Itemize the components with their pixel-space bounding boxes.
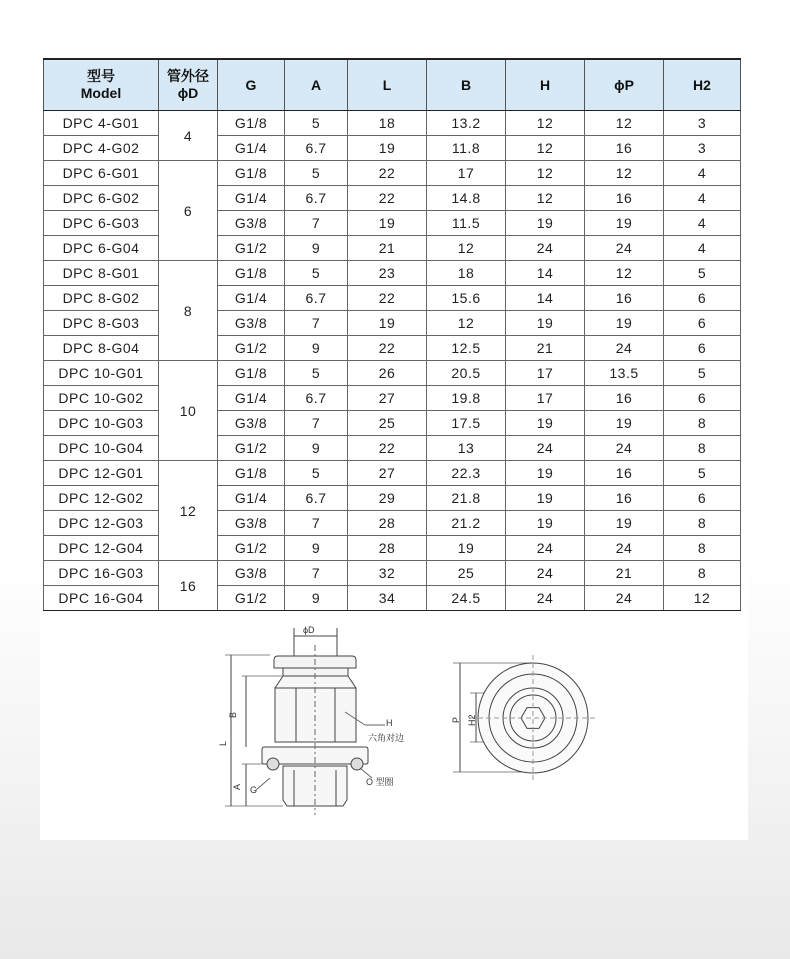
cell-b: 11.5 [427, 211, 506, 236]
cell-a: 5 [285, 361, 348, 386]
cell-l: 22 [348, 336, 427, 361]
cell-a: 9 [285, 536, 348, 561]
cell-p: 24 [585, 436, 664, 461]
header-model-cn: 型号 [87, 68, 115, 84]
cell-h2: 3 [664, 136, 741, 161]
cell-g: G1/2 [218, 336, 285, 361]
cell-h: 21 [506, 336, 585, 361]
cell-model: DPC 6-G03 [44, 211, 159, 236]
cell-l: 27 [348, 386, 427, 411]
cell-od: 10 [159, 361, 218, 461]
cell-a: 7 [285, 511, 348, 536]
cell-l: 29 [348, 486, 427, 511]
cell-b: 21.8 [427, 486, 506, 511]
cell-b: 20.5 [427, 361, 506, 386]
cell-p: 24 [585, 336, 664, 361]
header-a: A [285, 59, 348, 111]
cell-h2: 4 [664, 161, 741, 186]
cell-l: 19 [348, 311, 427, 336]
cell-a: 7 [285, 311, 348, 336]
cell-g: G1/2 [218, 236, 285, 261]
cell-p: 24 [585, 236, 664, 261]
cell-g: G1/4 [218, 386, 285, 411]
cell-model: DPC 10-G02 [44, 386, 159, 411]
cell-model: DPC 6-G01 [44, 161, 159, 186]
cell-p: 16 [585, 386, 664, 411]
side-view [225, 628, 385, 815]
cell-od: 4 [159, 111, 218, 161]
cell-g: G3/8 [218, 411, 285, 436]
cell-g: G3/8 [218, 311, 285, 336]
cell-g: G1/8 [218, 111, 285, 136]
cell-h: 19 [506, 461, 585, 486]
cell-h2: 6 [664, 486, 741, 511]
cell-b: 13 [427, 436, 506, 461]
cell-p: 16 [585, 286, 664, 311]
cell-model: DPC 6-G04 [44, 236, 159, 261]
cell-l: 18 [348, 111, 427, 136]
cell-g: G1/2 [218, 536, 285, 561]
cell-h2: 8 [664, 511, 741, 536]
label-l: L [218, 740, 228, 746]
cell-h2: 4 [664, 236, 741, 261]
cell-a: 5 [285, 111, 348, 136]
cell-g: G1/8 [218, 161, 285, 186]
cell-p: 24 [585, 586, 664, 611]
cell-b: 19 [427, 536, 506, 561]
cell-l: 26 [348, 361, 427, 386]
header-l: L [348, 59, 427, 111]
cell-a: 7 [285, 211, 348, 236]
cell-h: 12 [506, 136, 585, 161]
header-model-en: Model [80, 85, 122, 101]
cell-b: 13.2 [427, 111, 506, 136]
cell-p: 12 [585, 111, 664, 136]
cell-a: 9 [285, 436, 348, 461]
cell-model: DPC 8-G04 [44, 336, 159, 361]
cell-h2: 5 [664, 261, 741, 286]
cell-g: G1/8 [218, 461, 285, 486]
cell-a: 9 [285, 336, 348, 361]
cell-p: 19 [585, 311, 664, 336]
cell-g: G1/4 [218, 186, 285, 211]
cell-g: G1/2 [218, 586, 285, 611]
cell-model: DPC 6-G02 [44, 186, 159, 211]
cell-a: 5 [285, 461, 348, 486]
cell-a: 9 [285, 586, 348, 611]
cell-g: G3/8 [218, 511, 285, 536]
cell-h2: 8 [664, 411, 741, 436]
oring-left [267, 758, 279, 770]
cell-h: 12 [506, 111, 585, 136]
cell-p: 19 [585, 211, 664, 236]
cell-model: DPC 10-G04 [44, 436, 159, 461]
cell-g: G1/8 [218, 261, 285, 286]
cell-h: 17 [506, 386, 585, 411]
header-od-en: ϕD [177, 85, 199, 101]
cell-a: 6.7 [285, 386, 348, 411]
header-h: H [506, 59, 585, 111]
cell-od: 12 [159, 461, 218, 561]
cell-p: 19 [585, 411, 664, 436]
label-g: G [250, 785, 258, 795]
cell-model: DPC 8-G01 [44, 261, 159, 286]
cell-h: 17 [506, 361, 585, 386]
cell-h: 19 [506, 211, 585, 236]
cell-h2: 8 [664, 536, 741, 561]
cell-a: 9 [285, 236, 348, 261]
cell-a: 6.7 [285, 486, 348, 511]
cell-b: 11.8 [427, 136, 506, 161]
cell-l: 22 [348, 436, 427, 461]
cell-p: 16 [585, 136, 664, 161]
cell-a: 5 [285, 261, 348, 286]
cell-h2: 6 [664, 311, 741, 336]
cell-h: 12 [506, 161, 585, 186]
cell-model: DPC 16-G04 [44, 586, 159, 611]
cell-model: DPC 12-G03 [44, 511, 159, 536]
cell-g: G1/2 [218, 436, 285, 461]
cell-h2: 8 [664, 436, 741, 461]
cell-b: 12 [427, 311, 506, 336]
cell-a: 6.7 [285, 286, 348, 311]
cell-l: 28 [348, 511, 427, 536]
cell-a: 6.7 [285, 186, 348, 211]
cell-model: DPC 10-G03 [44, 411, 159, 436]
cell-a: 5 [285, 161, 348, 186]
cell-h: 14 [506, 286, 585, 311]
cell-p: 16 [585, 186, 664, 211]
cell-model: DPC 16-G03 [44, 561, 159, 586]
header-b: B [427, 59, 506, 111]
cell-a: 6.7 [285, 136, 348, 161]
cell-p: 24 [585, 536, 664, 561]
cell-b: 12 [427, 236, 506, 261]
cell-od: 6 [159, 161, 218, 261]
cell-h2: 3 [664, 111, 741, 136]
cell-h2: 8 [664, 561, 741, 586]
cell-h2: 4 [664, 211, 741, 236]
cell-h: 24 [506, 536, 585, 561]
cell-b: 17 [427, 161, 506, 186]
cell-p: 21 [585, 561, 664, 586]
oring-right [351, 758, 363, 770]
cell-h: 24 [506, 436, 585, 461]
cell-l: 22 [348, 186, 427, 211]
cell-h2: 5 [664, 461, 741, 486]
cell-b: 21.2 [427, 511, 506, 536]
cell-l: 32 [348, 561, 427, 586]
cell-h: 19 [506, 411, 585, 436]
header-od-cn: 管外径 [167, 68, 209, 84]
cell-od: 16 [159, 561, 218, 611]
cell-g: G1/4 [218, 286, 285, 311]
cell-model: DPC 10-G01 [44, 361, 159, 386]
cell-l: 25 [348, 411, 427, 436]
cell-b: 25 [427, 561, 506, 586]
cell-model: DPC 4-G02 [44, 136, 159, 161]
cell-b: 12.5 [427, 336, 506, 361]
label-oring-note: O 型圈 [366, 777, 394, 787]
label-phi-d: ϕD [303, 625, 315, 635]
cell-model: DPC 8-G03 [44, 311, 159, 336]
g-leader [256, 778, 270, 790]
cell-od: 8 [159, 261, 218, 361]
header-h2: H2 [664, 59, 741, 111]
cell-l: 23 [348, 261, 427, 286]
cell-l: 21 [348, 236, 427, 261]
cell-b: 19.8 [427, 386, 506, 411]
cell-h: 24 [506, 586, 585, 611]
label-hex-note: 六角对边 [368, 733, 405, 743]
cell-p: 16 [585, 486, 664, 511]
cell-h2: 5 [664, 361, 741, 386]
cell-h: 19 [506, 486, 585, 511]
cell-h: 24 [506, 236, 585, 261]
cell-b: 22.3 [427, 461, 506, 486]
cell-h: 24 [506, 561, 585, 586]
cell-h: 14 [506, 261, 585, 286]
cell-b: 17.5 [427, 411, 506, 436]
cell-p: 16 [585, 461, 664, 486]
cell-l: 22 [348, 286, 427, 311]
label-p: P [451, 716, 461, 723]
cell-model: DPC 4-G01 [44, 111, 159, 136]
cell-h: 12 [506, 186, 585, 211]
header-g: G [218, 59, 285, 111]
cell-p: 12 [585, 261, 664, 286]
cell-h2: 6 [664, 386, 741, 411]
cell-a: 7 [285, 561, 348, 586]
cell-h2: 6 [664, 336, 741, 361]
label-b: B [228, 711, 238, 718]
cell-h2: 6 [664, 286, 741, 311]
cell-h2: 4 [664, 186, 741, 211]
header-p: ϕP [585, 59, 664, 111]
cell-l: 19 [348, 211, 427, 236]
cell-g: G3/8 [218, 211, 285, 236]
cell-p: 19 [585, 511, 664, 536]
cell-model: DPC 12-G04 [44, 536, 159, 561]
cell-b: 15.6 [427, 286, 506, 311]
cell-l: 28 [348, 536, 427, 561]
cell-g: G1/4 [218, 486, 285, 511]
cell-h: 19 [506, 311, 585, 336]
cell-l: 27 [348, 461, 427, 486]
cell-model: DPC 12-G01 [44, 461, 159, 486]
cell-h2: 12 [664, 586, 741, 611]
cell-model: DPC 12-G02 [44, 486, 159, 511]
cell-a: 7 [285, 411, 348, 436]
cell-b: 14.8 [427, 186, 506, 211]
cell-h: 19 [506, 511, 585, 536]
cell-b: 24.5 [427, 586, 506, 611]
cell-p: 12 [585, 161, 664, 186]
cell-l: 19 [348, 136, 427, 161]
cell-p: 13.5 [585, 361, 664, 386]
cell-model: DPC 8-G02 [44, 286, 159, 311]
cell-g: G1/4 [218, 136, 285, 161]
label-h2: H2 [467, 714, 477, 726]
cell-g: G1/8 [218, 361, 285, 386]
label-a: A [232, 783, 242, 790]
cell-b: 18 [427, 261, 506, 286]
cell-l: 34 [348, 586, 427, 611]
cell-g: G3/8 [218, 561, 285, 586]
label-h: H [386, 718, 393, 728]
cell-l: 22 [348, 161, 427, 186]
